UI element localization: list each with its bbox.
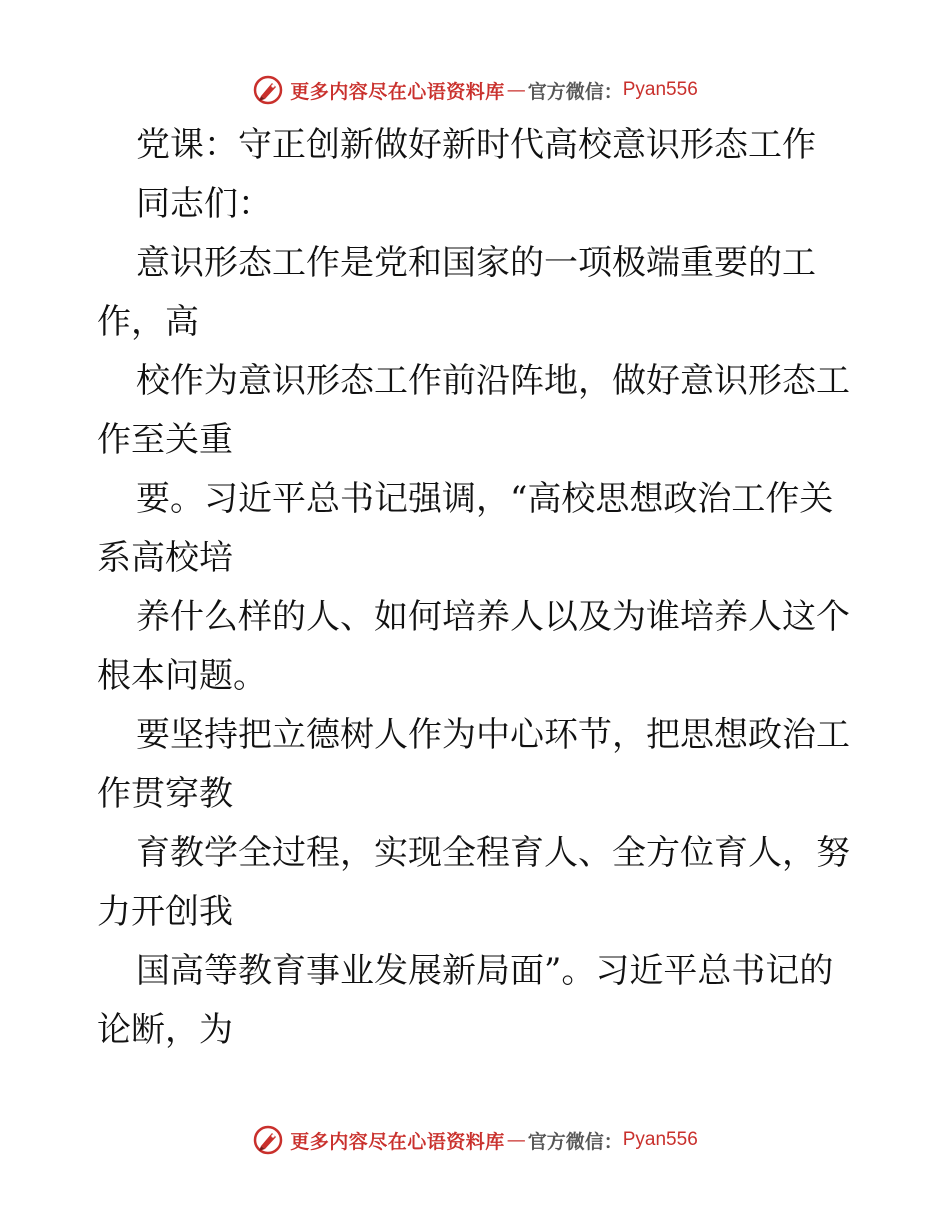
- salutation: 同志们：: [136, 184, 272, 224]
- text-line: 育教学全过程，实现全程育人、全方位育人，努: [136, 833, 850, 873]
- header-banner: [0, 72, 950, 108]
- footer-banner: [0, 1122, 950, 1158]
- text-line: 作，高: [97, 302, 199, 342]
- banner-wechat-label: 官方微信：: [527, 80, 623, 103]
- banner-separator: —: [506, 1129, 526, 1151]
- text-line: 作至关重: [97, 420, 233, 460]
- text-line: 系高校培: [97, 538, 233, 578]
- text-line: 养什么样的人、如何培养人以及为谁培养人这个: [136, 597, 850, 637]
- banner-wechat-label: 官方微信：: [527, 1130, 623, 1153]
- text-line: 根本问题。: [97, 656, 267, 696]
- text-line: 意识形态工作是党和国家的一项极端重要的工: [136, 243, 816, 283]
- text-line: 力开创我: [97, 892, 233, 932]
- text-line: 作贯穿教: [97, 774, 233, 814]
- text-line: 国高等教育事业发展新局面”。习近平总书记的: [136, 951, 834, 991]
- document-title: 党课：守正创新做好新时代高校意识形态工作: [136, 125, 816, 165]
- pen-nib-logo-icon: [252, 74, 284, 106]
- banner-wechat-id: Pyan556: [622, 79, 698, 100]
- text-line: 要坚持把立德树人作为中心环节，把思想政治工: [136, 715, 850, 755]
- banner-separator: —: [506, 79, 526, 101]
- banner-text: 更多内容尽在心语资料库: [290, 1130, 505, 1153]
- text-line: 论断，为: [97, 1010, 233, 1050]
- text-line: 校作为意识形态工作前沿阵地，做好意识形态工: [136, 361, 850, 401]
- banner-text: 更多内容尽在心语资料库: [290, 80, 505, 103]
- banner-wechat-id: Pyan556: [622, 1129, 698, 1150]
- text-line: 要。习近平总书记强调，“高校思想政治工作关: [136, 479, 834, 519]
- pen-nib-logo-icon: [252, 1124, 284, 1156]
